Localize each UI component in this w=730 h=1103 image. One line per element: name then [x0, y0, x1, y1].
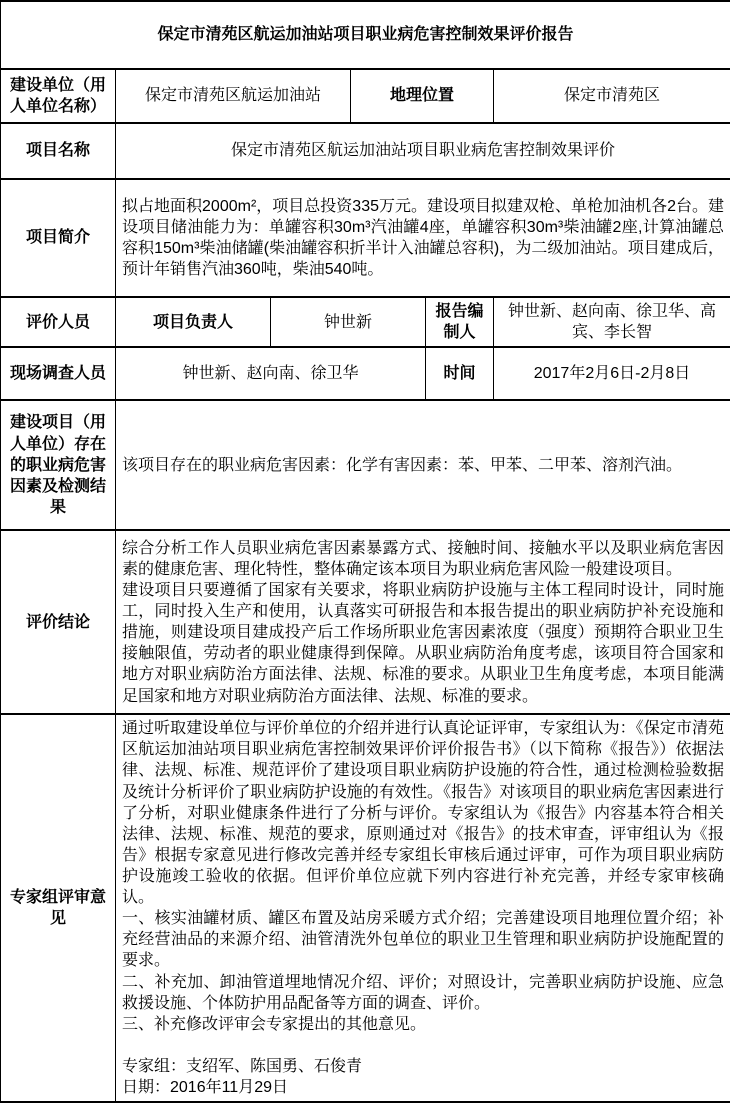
expert-opinion-label: 专家组评审意见	[1, 714, 116, 1102]
report-title: 保定市清苑区航运加油站项目职业病危害控制效果评价报告	[1, 1, 730, 69]
conclusion-value	[116, 530, 730, 714]
construction-unit-row	[1, 69, 730, 123]
hazard-factors-value: 该项目存在的职业病危害因素：化学有害因素：苯、甲苯、二甲苯、溶剂汽油。	[116, 400, 730, 530]
site-survey-label: 现场调查人员	[1, 347, 116, 400]
paragraph	[122, 1035, 724, 1056]
location-label: 地理位置	[351, 69, 494, 123]
conclusion-row	[1, 530, 730, 714]
project-name-row	[1, 123, 730, 179]
hazard-factors-row	[1, 400, 730, 530]
hazard-factors-label: 建设项目（用人单位）存在的职业病危害因素及检测结果	[1, 400, 116, 530]
evaluators-label: 评价人员	[1, 297, 116, 347]
paragraph: 综合分析工作人员职业病危害因素暴露方式、接触时间、接触水平以及职业病危害因素的健康危害、理化特性，整体确定该本项目为职业病危害风险一般建设项目。	[122, 538, 724, 580]
expert-opinion-value	[116, 714, 730, 1102]
paragraph: 三、补充修改评审会专家提出的其他意见。	[122, 1014, 724, 1035]
site-survey-value: 钟世新、赵向南、徐卫华	[116, 347, 426, 400]
evaluators-row	[1, 297, 730, 347]
paragraph: 日期：2016年11月29日	[122, 1077, 724, 1098]
project-intro-value: 拟占地面积2000m²，项目总投资335万元。建设项目拟建双枪、单枪加油机各2台。建设项目储油能力为：单罐容积30m³汽油罐4座，单罐容积30m³柴油罐2座,计算油罐总容积150m³柴油储罐(柴油罐容积折半计入油罐总容积)，为二级加油站。项目建成后，预计年销售汽油360吨，柴油540吨。	[116, 179, 730, 297]
time-value: 2017年2月6日-2月8日	[494, 347, 730, 400]
conclusion-label: 评价结论	[1, 530, 116, 714]
location-value: 保定市清苑区	[494, 69, 730, 123]
expert-opinion-row	[1, 714, 730, 1102]
report-compilers-label: 报告编制人	[426, 297, 494, 347]
project-name-value: 保定市清苑区航运加油站项目职业病危害控制效果评价	[116, 123, 730, 179]
project-name-label: 项目名称	[1, 123, 116, 179]
paragraph: 二、补充加、卸油管道埋地情况介绍、评价；对照设计，完善职业病防护设施、应急救援设施、个体防护用品配备等方面的调查、评价。	[122, 972, 724, 1014]
time-label: 时间	[426, 347, 494, 400]
construction-unit-value: 保定市清苑区航运加油站	[116, 69, 351, 123]
site-survey-row	[1, 347, 730, 400]
construction-unit-label: 建设单位（用人单位名称）	[1, 69, 116, 123]
paragraph: 一、核实油罐材质、罐区布置及站房采暖方式介绍；完善建设项目地理位置介绍；补充经营油品的来源介绍、油管清洗外包单位的职业卫生管理和职业病防护设施配置的要求。	[122, 908, 724, 971]
paragraph: 通过听取建设单位与评价单位的介绍并进行认真论证评审，专家组认为：《保定市清苑区航运加油站项目职业病危害控制效果评价评价报告书》（以下简称《报告》）依据法律、法规、标准、规范评价了建设项目职业病防护设施的符合性，通过检测检验数据及统计分析评价了职业病防护设施的有效性。《报告》对该项目的职业病危害因素进行了分析，对职业健康条件进行了分析与评价。专家组认为《报告》内容基本符合相关法律、法规、标准、规范的要求，原则通过对《报告》的技术审查，评审组认为《报告》根据专家意见进行修改完善并经专家组长审核后通过评审，可作为项目职业病防护设施竣工验收的依据。但评价单位应就下列内容进行补充完善，并经专家审核确认。	[122, 718, 724, 908]
paragraph: 专家组：支绍军、陈国勇、石俊青	[122, 1056, 724, 1077]
report-compilers-value: 钟世新、赵向南、徐卫华、高宾、李长智	[494, 297, 730, 347]
project-intro-row	[1, 179, 730, 297]
project-leader-label: 项目负责人	[116, 297, 271, 347]
project-intro-label: 项目简介	[1, 179, 116, 297]
project-leader-value: 钟世新	[271, 297, 426, 347]
title-row	[1, 1, 730, 69]
paragraph: 建设项目只要遵循了国家有关要求，将职业病防护设施与主体工程同时设计，同时施工，同时投入生产和使用，认真落实可研报告和本报告提出的职业病防护补充设施和措施，则建设项目建成投产后工作场所职业危害因素浓度（强度）预期符合职业卫生接触限值，劳动者的职业健康得到保障。从职业病防治角度考虑，该项目符合国家和地方对职业病防治方面法律、法规、标准的要求。从职业卫生角度考虑，本项目能满足国家和地方对职业病防治方面法律、法规、标准的要求。	[122, 580, 724, 707]
